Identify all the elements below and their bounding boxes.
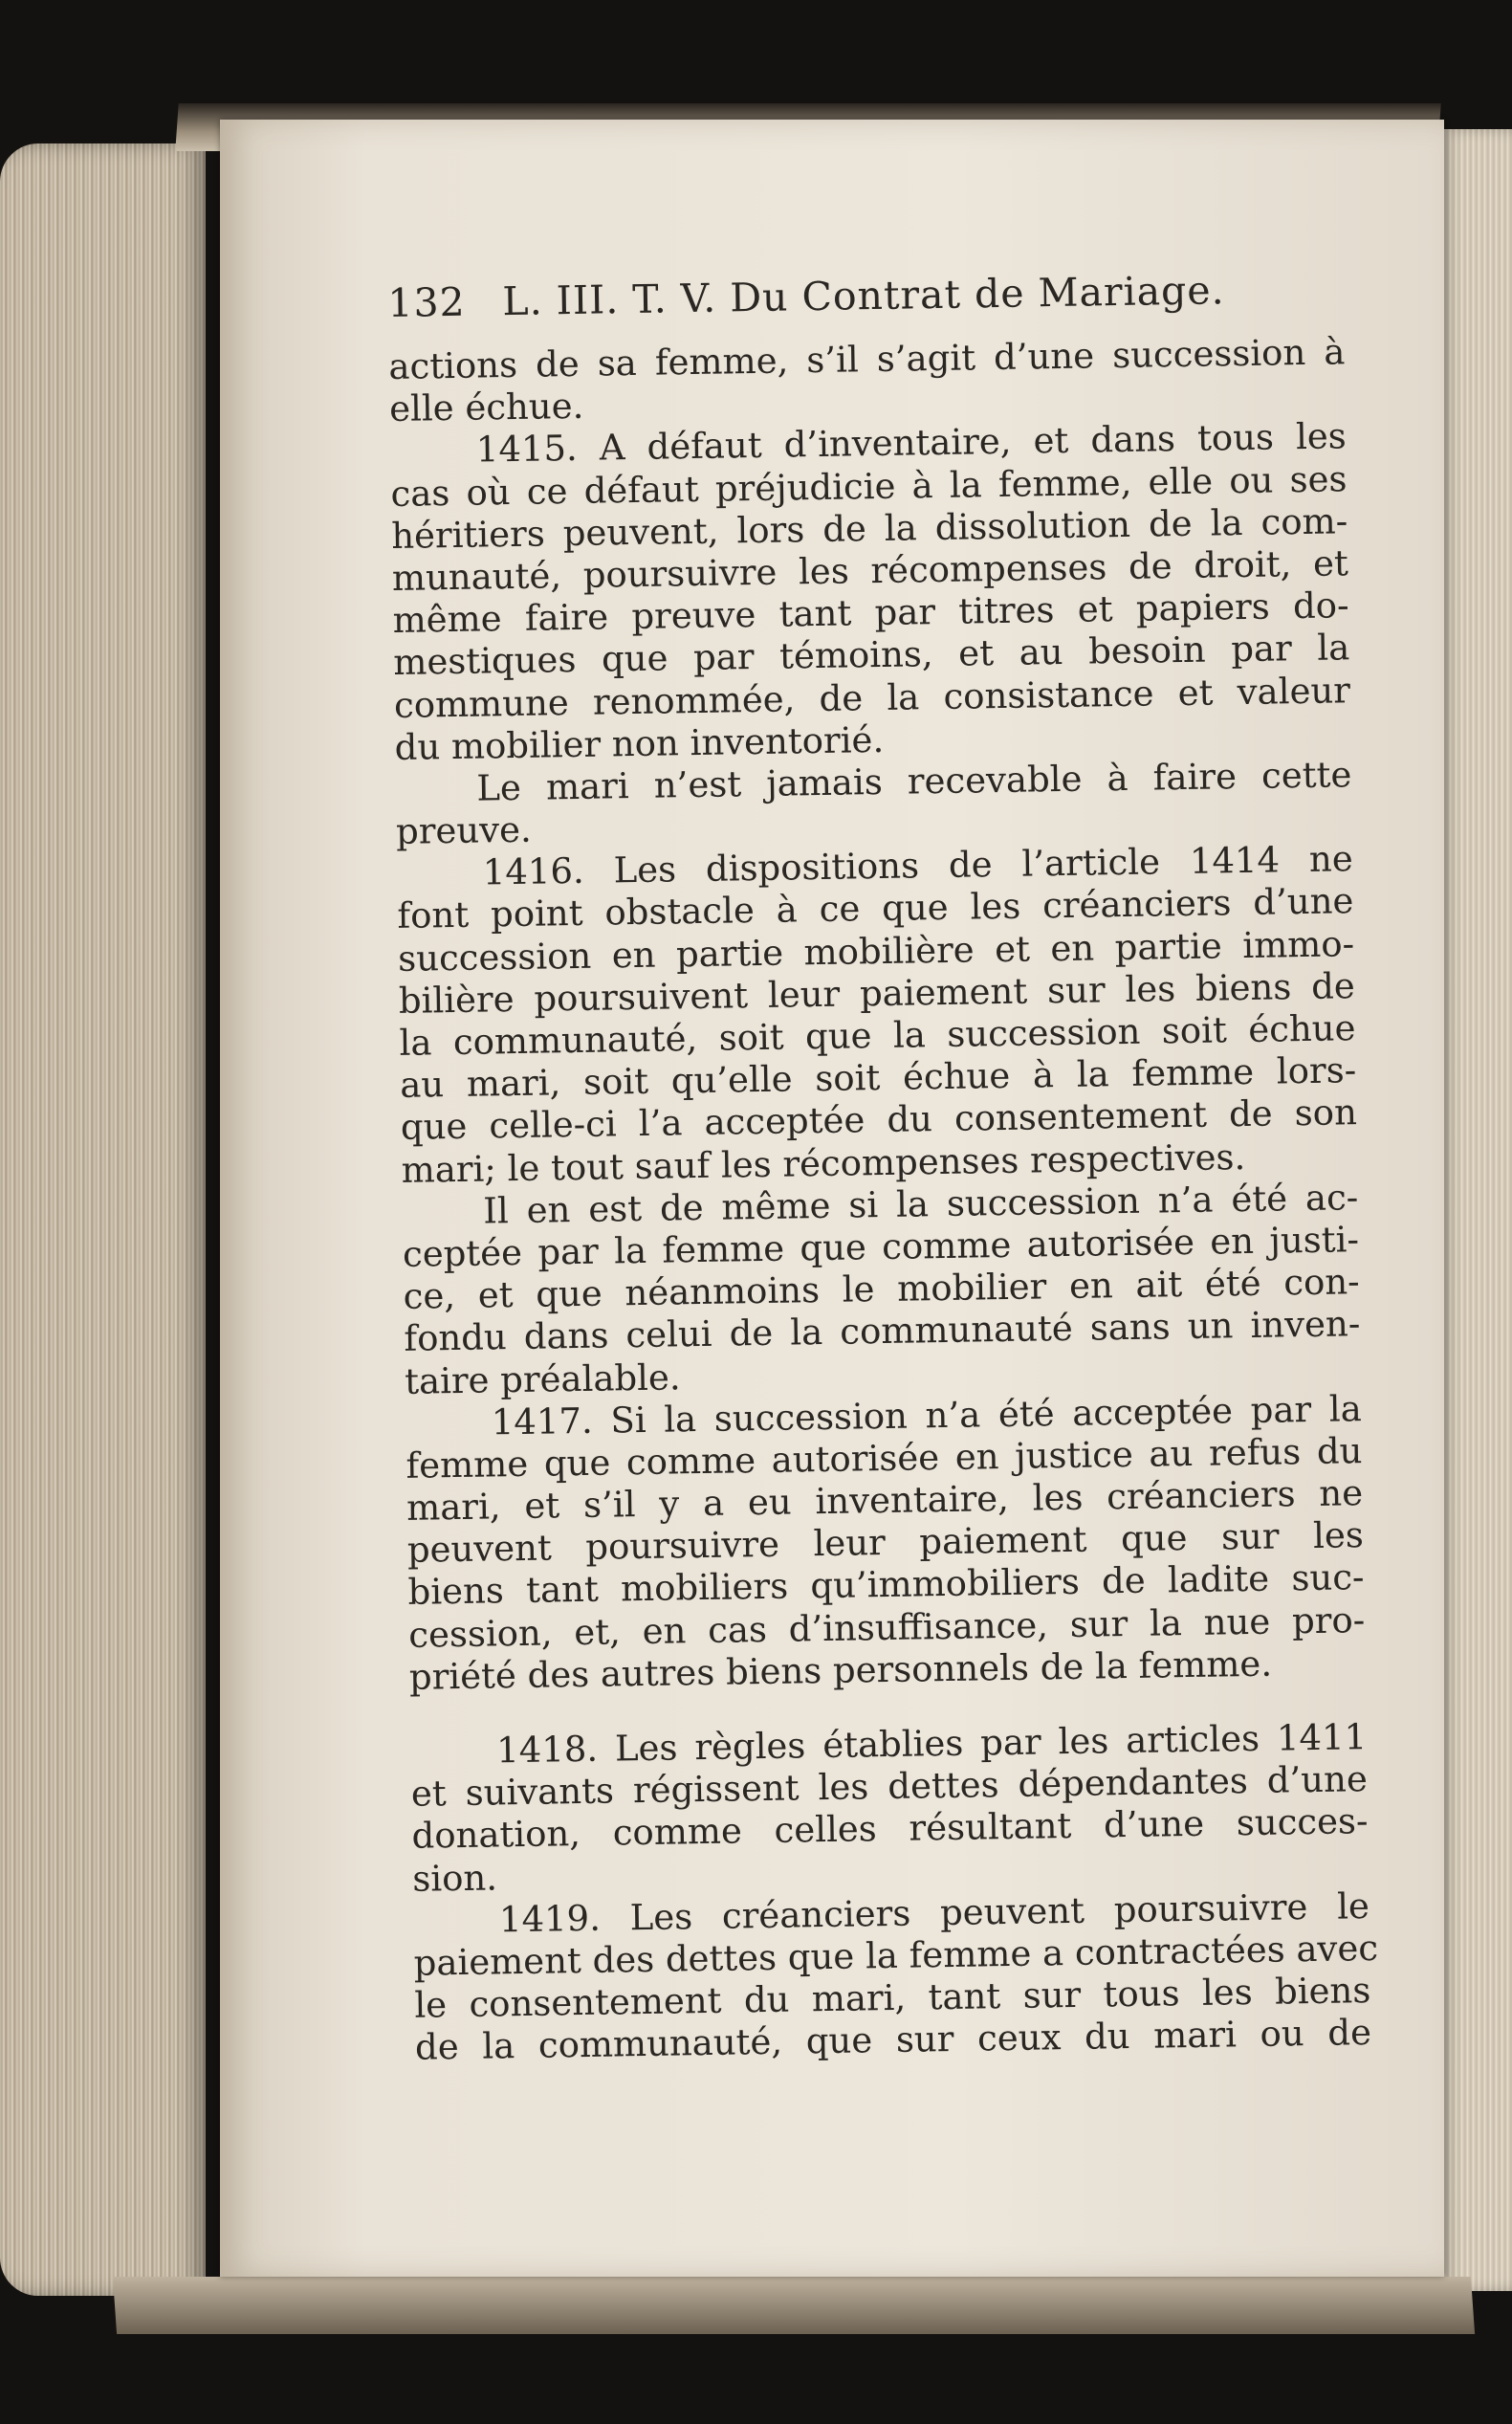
text-line: mari, et s’il y a eu inventaire, les créanciers ne bbox=[405, 1472, 1364, 1529]
text-line: paiement des dettes que la femme a contractées avec bbox=[413, 1927, 1379, 1984]
text-line: ce, et que néanmoins le mobilier en ait été con- bbox=[403, 1261, 1360, 1317]
page-text bbox=[387, 262, 1379, 2069]
text-line: font point obstacle à ce que les créanciers d’une bbox=[397, 880, 1354, 937]
page-number: 132 bbox=[387, 278, 467, 326]
book-page-edges-left bbox=[0, 143, 206, 2296]
text-line: peuvent poursuivre leur paiement que sur les bbox=[406, 1514, 1365, 1572]
text-line: mestiques que par témoins, et au besoin par la bbox=[392, 627, 1350, 684]
text-line: fondu dans celui de la communauté sans un inven- bbox=[404, 1303, 1361, 1360]
text-line: 1415. A défaut d’inventaire, et dans tous les bbox=[475, 415, 1348, 471]
text-line: cas où ce défaut préjudicie à la femme, elle ou ses bbox=[390, 457, 1348, 515]
text-line: succession en partie mobilière et en partie immo- bbox=[397, 922, 1355, 980]
text-line: Le mari n’est jamais recevable à faire cette bbox=[476, 754, 1352, 809]
text-line: ceptée par la femme que comme autorisée en justi- bbox=[402, 1219, 1360, 1275]
text-line: 1419. Les créanciers peuvent poursuivre le bbox=[498, 1884, 1370, 1941]
book-edge-bottom bbox=[113, 2277, 1475, 2334]
text-line: de la communauté, que sur ceux du mari ou de bbox=[414, 2012, 1372, 2069]
text-line: 1418. Les règles établies par les articles 1411 bbox=[495, 1716, 1368, 1772]
text-line: sion. bbox=[411, 1856, 498, 1900]
text-line: femme que comme autorisée en justice au refus du bbox=[405, 1430, 1363, 1487]
text-line: la communauté, soit que la succession soit échue bbox=[399, 1007, 1356, 1064]
text-line: donation, comme celles résultant d’une succes- bbox=[411, 1800, 1369, 1858]
text-line: 1416. Les dispositions de l’article 1414 ne bbox=[482, 838, 1354, 893]
running-title: L. III. T. V. Du Contrat de Mariage. bbox=[502, 267, 1226, 325]
text-line: munauté, poursuivre les récompenses de droit, et bbox=[391, 542, 1349, 599]
text-line: bilière poursuivent leur paiement sur les biens de bbox=[398, 965, 1356, 1022]
text-line: commune renommée, de la consistance et valeur bbox=[393, 669, 1351, 726]
text-line: héritiers peuvent, lors de la dissolution de la com- bbox=[390, 500, 1348, 557]
book-page-edges-right bbox=[1439, 129, 1512, 2291]
text-line: elle échue. bbox=[388, 385, 584, 430]
body-text bbox=[388, 331, 1379, 2069]
text-line: biens tant mobiliers qu’immobiliers de ladite suc- bbox=[407, 1556, 1365, 1614]
text-line: 1417. Si la succession n’a été acceptée par la bbox=[491, 1387, 1363, 1443]
text-line: Il en est de même si la succession n’a été ac- bbox=[483, 1176, 1359, 1232]
text-line: et suivants régissent les dettes dépendantes d’une bbox=[410, 1758, 1369, 1815]
text-line: que celle-ci l’a acceptée du consentement de son bbox=[400, 1091, 1358, 1149]
text-line: du mobilier non inventorié. bbox=[394, 718, 885, 768]
text-line: le consentement du mari, tant sur tous les biens bbox=[414, 1970, 1371, 2026]
text-line: priété des autres biens personnels de la femme. bbox=[408, 1642, 1273, 1698]
text-line: taire préalable. bbox=[404, 1355, 681, 1402]
text-line: mari; le tout sauf les récompenses respectives. bbox=[401, 1135, 1246, 1191]
text-line: actions de sa femme, s’il s’agit d’une succession à bbox=[388, 331, 1346, 387]
text-line: cession, et, en cas d’insuffisance, sur la nue pro- bbox=[407, 1598, 1366, 1656]
text-line: preuve. bbox=[395, 808, 533, 852]
text-line: même faire preuve tant par titres et papiers do- bbox=[392, 584, 1349, 642]
text-line: au mari, soit qu’elle soit échue à la femme lors- bbox=[399, 1049, 1357, 1107]
